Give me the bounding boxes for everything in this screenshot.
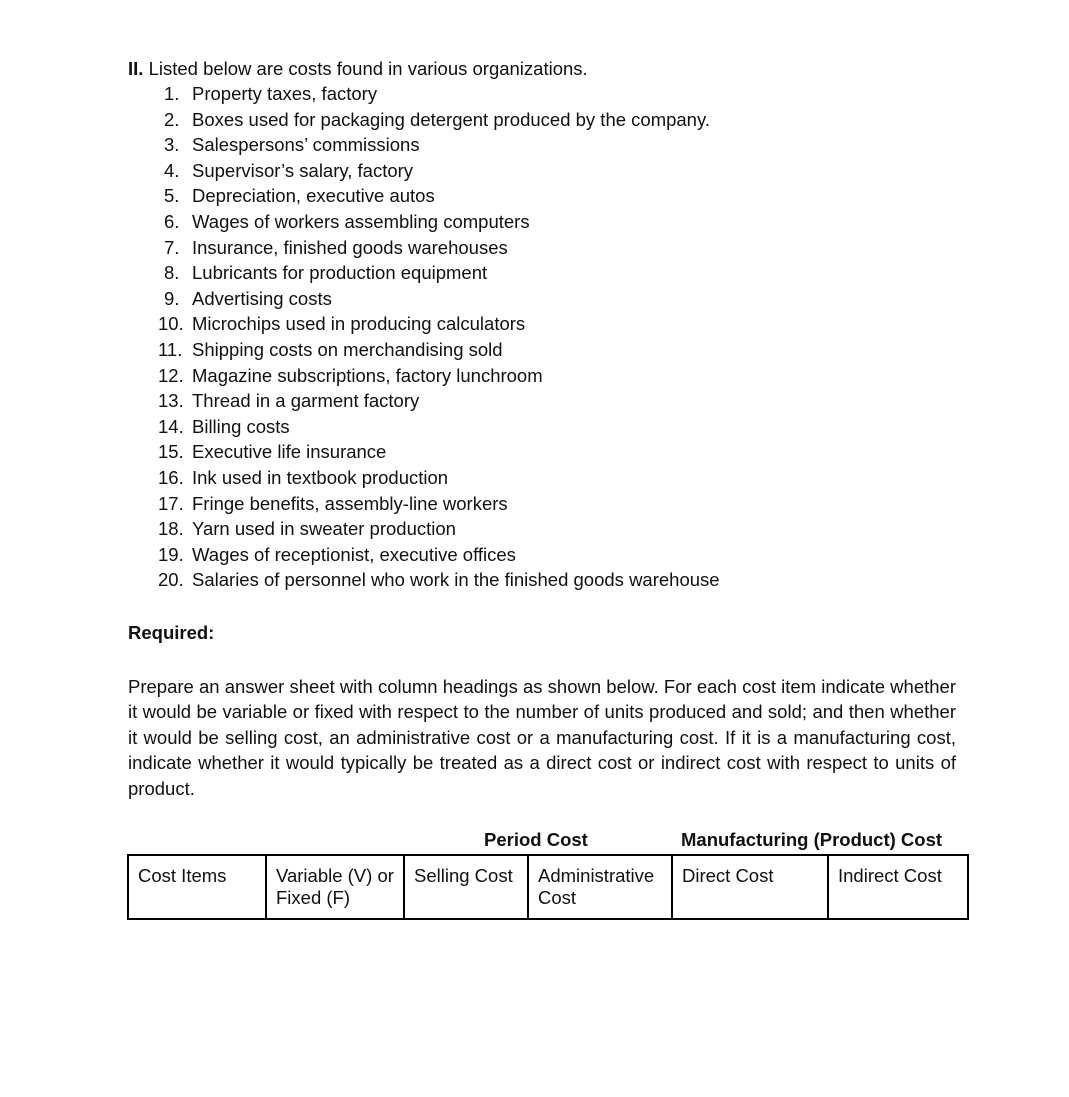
list-item-text: Insurance, finished goods warehouses [192,236,508,258]
list-item-number: 20. [158,569,184,591]
list-item-number: 9. [164,287,180,309]
list-item-text: Yarn used in sweater production [192,518,456,540]
list-item-number: 8. [164,262,180,284]
list-item-number: 19. [158,543,184,565]
list-item-text: Wages of workers assembling computers [192,210,530,232]
list-item-text: Magazine subscriptions, factory lunchroom [192,364,543,386]
list-item-text: Supervisor’s salary, factory [192,159,414,181]
list-item [158,491,720,517]
list-item-text: Boxes used for packaging detergent produced by the company. [192,108,710,130]
list-item-text: Depreciation, executive autos [192,185,435,207]
list-item-number: 12. [158,364,184,386]
cost-items-list [158,81,720,593]
list-item-number: 3. [164,134,180,156]
list-item-number: 18. [158,518,184,540]
list-item [158,439,720,465]
list-item-text: Fringe benefits, assembly-line workers [192,492,508,514]
list-item-text: Lubricants for production equipment [192,262,488,284]
col-direct-cost: Direct Cost [672,855,828,919]
list-item-text: Billing costs [192,415,290,437]
list-item [158,158,720,184]
list-item-number: 15. [158,441,184,463]
list-item-text: Executive life insurance [192,441,387,463]
list-item [158,311,720,337]
list-item-number: 10. [158,313,184,335]
list-item [158,286,720,312]
list-item-text: Salespersons’ commissions [192,134,420,156]
list-item [158,107,720,133]
period-cost-header: Period Cost [484,829,588,850]
list-item-number: 11. [158,338,183,360]
col-administrative-cost: Administrative Cost [528,855,672,919]
list-item-number: 14. [158,415,184,437]
list-item-number: 6. [164,210,180,232]
list-item [158,132,720,158]
list-item-text: Ink used in textbook production [192,466,449,488]
list-item [158,567,720,593]
list-item [158,260,720,286]
list-item [158,542,720,568]
list-item [158,465,720,491]
list-item [158,81,720,107]
list-item-text: Property taxes, factory [192,83,378,104]
list-item-text: Thread in a garment factory [192,390,420,412]
table-header-row [128,855,968,919]
list-item [158,209,720,235]
col-indirect-cost: Indirect Cost [828,855,968,919]
list-item-number: 1. [164,83,180,104]
required-heading: Required: [128,622,215,643]
list-item-text: Microchips used in producing calculators [192,313,526,335]
list-item [158,337,720,363]
list-item-number: 13. [158,390,184,412]
list-item-number: 4. [164,159,180,181]
list-item-text: Advertising costs [192,287,332,309]
list-item-number: 17. [158,492,184,514]
list-item-number: 16. [158,466,184,488]
col-cost-items: Cost Items [128,855,266,919]
question-number: II. [128,58,144,79]
list-item-text: Salaries of personnel who work in the finished goods warehouse [192,569,720,591]
list-item [158,388,720,414]
col-selling-cost: Selling Cost [404,855,528,919]
col-variable-or-fixed: Variable (V) or Fixed (F) [266,855,404,919]
list-item [158,516,720,542]
required-paragraph: Prepare an answer sheet with column headings as shown below. For each cost item indicate whether it would be variable or fixed with respect to the number of units produced and sold; and then whether it would be selling cost, an administrative cost or a manufacturing cost. If it is a manufacturing cost, indicate whether it would typically be treated as a direct cost or indirect cost with respect to units of product. [128,676,956,799]
answer-sheet-table [127,854,969,920]
list-item-number: 2. [164,108,180,130]
manufacturing-cost-header: Manufacturing (Product) Cost [681,829,943,850]
question-intro [128,56,588,82]
list-item-text: Shipping costs on merchandising sold [192,338,503,360]
list-item-number: 5. [164,185,180,207]
list-item [158,183,720,209]
list-item [158,414,720,440]
list-item-number: 7. [164,236,180,258]
list-item [158,235,720,261]
question-intro-text: Listed below are costs found in various organizations. [148,58,588,79]
list-item [158,363,720,389]
list-item-text: Wages of receptionist, executive offices [192,543,516,565]
